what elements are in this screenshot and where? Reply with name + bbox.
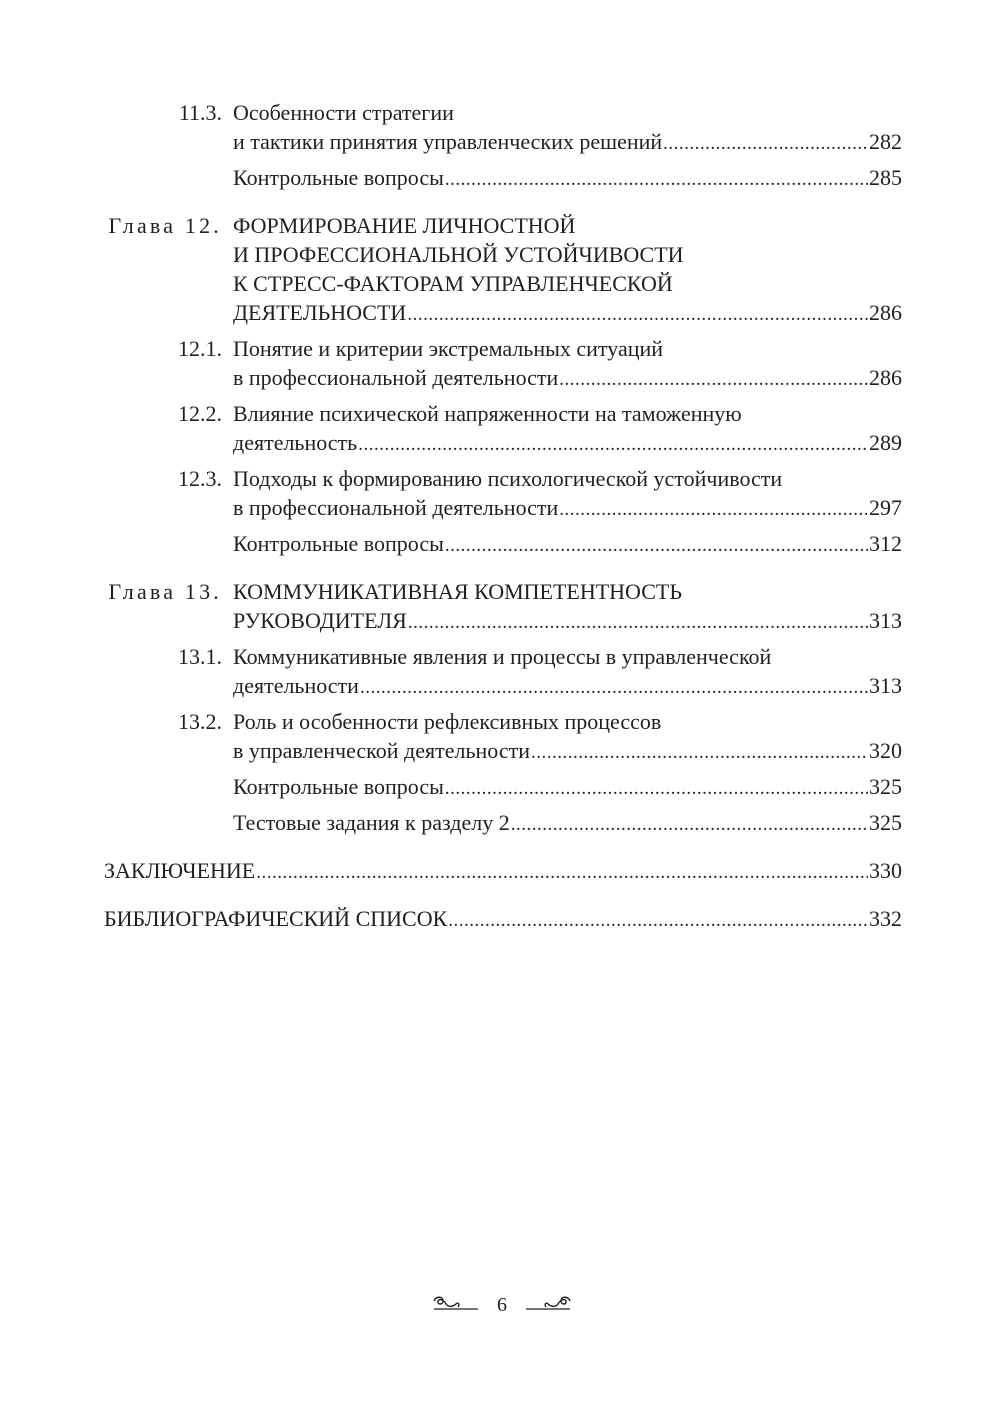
toc-entry-12-1 [104, 334, 902, 394]
dot-leader [663, 129, 868, 158]
page-ref: 289 [869, 430, 902, 455]
dot-leader [445, 774, 868, 803]
dot-leader [445, 165, 868, 194]
page-ref: 313 [869, 673, 902, 698]
section-title-line: Контрольные вопросы [233, 774, 444, 799]
dot-leader [358, 430, 868, 459]
page-ref: 282 [869, 129, 902, 154]
section-title-line: Контрольные вопросы [233, 531, 444, 556]
dot-leader [511, 810, 868, 839]
dot-leader [408, 608, 868, 637]
chapter-title-line: РУКОВОДИТЕЛЯ [233, 608, 407, 633]
dot-leader [531, 738, 868, 767]
section-title-line: Тестовые задания к разделу 2 [233, 810, 510, 835]
section-title-line: в профессиональной деятельности [233, 495, 559, 520]
page-footer [0, 1292, 1004, 1322]
toc-entry-13-2 [104, 707, 902, 767]
section-title-line: и тактики принятия управленческих решений [233, 129, 663, 154]
dot-leader [559, 495, 868, 524]
toc-entry-conclusion [104, 856, 902, 887]
dot-leader [559, 365, 868, 394]
page-number: 6 [497, 1294, 507, 1316]
chapter-title-line: ДЕЯТЕЛЬНОСТИ [233, 300, 407, 325]
page-ref: 286 [869, 300, 902, 325]
section-title-line: Влияние психической напряженности на таможенную [233, 401, 742, 426]
dot-leader [360, 673, 868, 702]
toc-entry-13-1 [104, 642, 902, 702]
section-title-line: деятельность [233, 430, 358, 455]
toc-entry-12-questions [104, 529, 902, 560]
section-title-line: Коммуникативные явления и процессы в управленческой [233, 644, 772, 669]
section-title-line: ЗАКЛЮЧЕНИЕ [104, 858, 256, 883]
page-ref: 332 [869, 906, 902, 931]
left-ornament-icon [432, 1292, 480, 1314]
page-ref: 285 [869, 165, 902, 190]
dot-leader [256, 858, 868, 887]
section-title-line: в управленческой деятельности [233, 738, 530, 763]
toc-entry-13-tests [104, 808, 902, 839]
page-ref: 312 [869, 531, 902, 556]
section-number: 12.3. [178, 466, 222, 491]
chapter-title-line: К СТРЕСС-ФАКТОРАМ УПРАВЛЕНЧЕСКОЙ [233, 271, 673, 296]
section-number: 13.2. [178, 709, 222, 734]
section-title-line: в профессиональной деятельности [233, 365, 559, 390]
section-title-line: БИБЛИОГРАФИЧЕСКИЙ СПИСОК [104, 906, 448, 931]
right-ornament-icon [524, 1292, 572, 1314]
chapter-label: Глава 13. [108, 579, 222, 604]
toc-entry-12-3 [104, 464, 902, 524]
section-title-line: Контрольные вопросы [233, 165, 444, 190]
toc-entry-12-2 [104, 399, 902, 459]
table-of-contents [104, 98, 902, 935]
chapter-title-line: И ПРОФЕССИОНАЛЬНОЙ УСТОЙЧИВОСТИ [233, 242, 684, 267]
section-number: 12.1. [178, 336, 222, 361]
section-title-line: Подходы к формированию психологической устойчивости [233, 466, 783, 491]
dot-leader [448, 906, 868, 935]
toc-entry-11-3 [104, 98, 902, 158]
dot-leader [407, 300, 868, 329]
page-ref: 325 [869, 774, 902, 799]
page-ref: 313 [869, 608, 902, 633]
toc-chapter-13 [104, 577, 902, 637]
toc-chapter-12 [104, 211, 902, 329]
chapter-title-line: ФОРМИРОВАНИЕ ЛИЧНОСТНОЙ [233, 213, 576, 238]
chapter-label: Глава 12. [108, 213, 222, 238]
dot-leader [445, 531, 868, 560]
page-ref: 330 [869, 858, 902, 883]
toc-entry-bibliography [104, 904, 902, 935]
section-title-line: деятельности [233, 673, 359, 698]
page-ref: 325 [869, 810, 902, 835]
section-number: 13.1. [178, 644, 222, 669]
page-ref: 286 [869, 365, 902, 390]
page-ref: 320 [869, 738, 902, 763]
section-title-line: Роль и особенности рефлексивных процессов [233, 709, 662, 734]
toc-entry-11-questions [104, 163, 902, 194]
section-number: 11.3. [178, 100, 222, 125]
section-title-line: Понятие и критерии экстремальных ситуаций [233, 336, 664, 361]
section-title-line: Особенности стратегии [233, 100, 454, 125]
page-ref: 297 [869, 495, 902, 520]
section-number: 12.2. [178, 401, 222, 426]
toc-entry-13-questions [104, 772, 902, 803]
chapter-title-line: КОММУНИКАТИВНАЯ КОМПЕТЕНТНОСТЬ [233, 579, 682, 604]
